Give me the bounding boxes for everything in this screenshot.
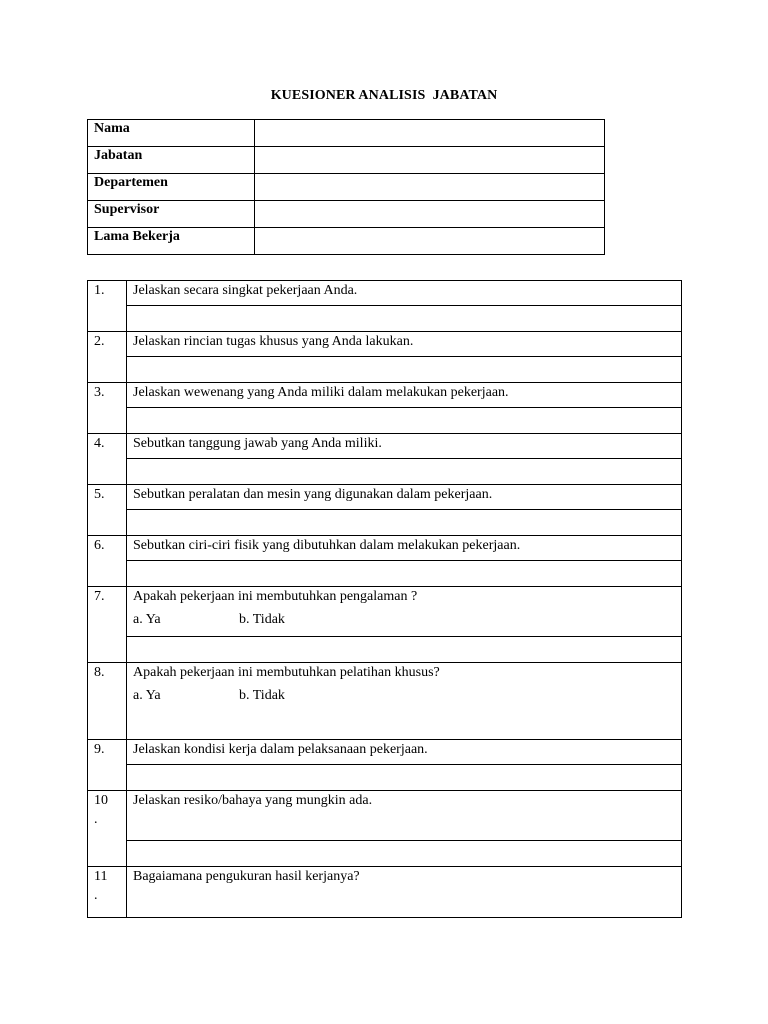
- identity-table: [87, 119, 605, 255]
- answer-options: [133, 612, 681, 628]
- identity-value-field[interactable]: [255, 174, 605, 201]
- answer-field[interactable]: [127, 459, 682, 485]
- question-row: [88, 281, 682, 306]
- question-row: [88, 867, 682, 918]
- answer-field[interactable]: [127, 357, 682, 383]
- answer-options: [133, 688, 681, 704]
- answer-field[interactable]: [127, 637, 682, 663]
- identity-label: Jabatan: [88, 147, 255, 174]
- identity-value-field[interactable]: [255, 228, 605, 255]
- question-number: 3.: [88, 383, 127, 434]
- question-row: [88, 791, 682, 841]
- option-tidak[interactable]: b. Tidak: [239, 612, 285, 627]
- question-number-suffix: .: [94, 812, 98, 827]
- question-cell: [127, 587, 682, 637]
- question-row: [88, 434, 682, 459]
- identity-value-field[interactable]: [255, 120, 605, 147]
- answer-field[interactable]: [127, 561, 682, 587]
- identity-value-field[interactable]: [255, 147, 605, 174]
- question-row: [88, 383, 682, 408]
- option-ya[interactable]: a. Ya: [133, 688, 161, 703]
- identity-row-lama-bekerja: [88, 228, 605, 255]
- question-number: 7.: [88, 587, 127, 663]
- question-text: Apakah pekerjaan ini membutuhkan pengalaman ?: [133, 589, 418, 604]
- answer-field[interactable]: [127, 765, 682, 791]
- identity-label: Departemen: [88, 174, 255, 201]
- question-text: Jelaskan secara singkat pekerjaan Anda.: [127, 281, 682, 306]
- question-text: Apakah pekerjaan ini membutuhkan pelatihan khusus?: [133, 665, 440, 680]
- option-tidak[interactable]: b. Tidak: [239, 688, 285, 703]
- question-row: [88, 663, 682, 740]
- question-number: 4.: [88, 434, 127, 485]
- identity-row-nama: [88, 120, 605, 147]
- question-number: 2.: [88, 332, 127, 383]
- question-number: 1.: [88, 281, 127, 332]
- questions-table: [87, 280, 682, 918]
- answer-field[interactable]: [127, 408, 682, 434]
- question-row: [88, 740, 682, 765]
- question-text: Bagaiamana pengukuran hasil kerjanya?: [127, 867, 682, 918]
- question-row: [88, 536, 682, 561]
- identity-label: Nama: [88, 120, 255, 147]
- identity-value-field[interactable]: [255, 201, 605, 228]
- document-title: KUESIONER ANALISIS JABATAN: [270, 88, 498, 103]
- identity-label: Supervisor: [88, 201, 255, 228]
- question-number-cell: [88, 867, 127, 918]
- question-text: Jelaskan wewenang yang Anda miliki dalam melakukan pekerjaan.: [127, 383, 682, 408]
- question-text: Sebutkan ciri-ciri fisik yang dibutuhkan dalam melakukan pekerjaan.: [127, 536, 682, 561]
- question-number: 8.: [88, 663, 127, 740]
- answer-field[interactable]: [127, 841, 682, 867]
- question-number: 6.: [88, 536, 127, 587]
- question-row: [88, 587, 682, 637]
- identity-row-departemen: [88, 174, 605, 201]
- question-number-cell: [88, 791, 127, 867]
- question-text: Jelaskan resiko/bahaya yang mungkin ada.: [127, 791, 682, 841]
- question-number: 9.: [88, 740, 127, 791]
- question-cell: [127, 663, 682, 740]
- question-number: 11: [94, 869, 108, 884]
- answer-field[interactable]: [127, 306, 682, 332]
- question-row: [88, 485, 682, 510]
- question-row: [88, 332, 682, 357]
- question-text: Jelaskan kondisi kerja dalam pelaksanaan pekerjaan.: [127, 740, 682, 765]
- question-text: Sebutkan peralatan dan mesin yang digunakan dalam pekerjaan.: [127, 485, 682, 510]
- identity-row-jabatan: [88, 147, 605, 174]
- question-text: Sebutkan tanggung jawab yang Anda miliki.: [127, 434, 682, 459]
- identity-row-supervisor: [88, 201, 605, 228]
- question-number: 10: [94, 793, 108, 808]
- question-number-suffix: .: [94, 888, 98, 903]
- question-number: 5.: [88, 485, 127, 536]
- question-text: Jelaskan rincian tugas khusus yang Anda lakukan.: [127, 332, 682, 357]
- answer-field[interactable]: [127, 510, 682, 536]
- option-ya[interactable]: a. Ya: [133, 612, 161, 627]
- identity-label: Lama Bekerja: [88, 228, 255, 255]
